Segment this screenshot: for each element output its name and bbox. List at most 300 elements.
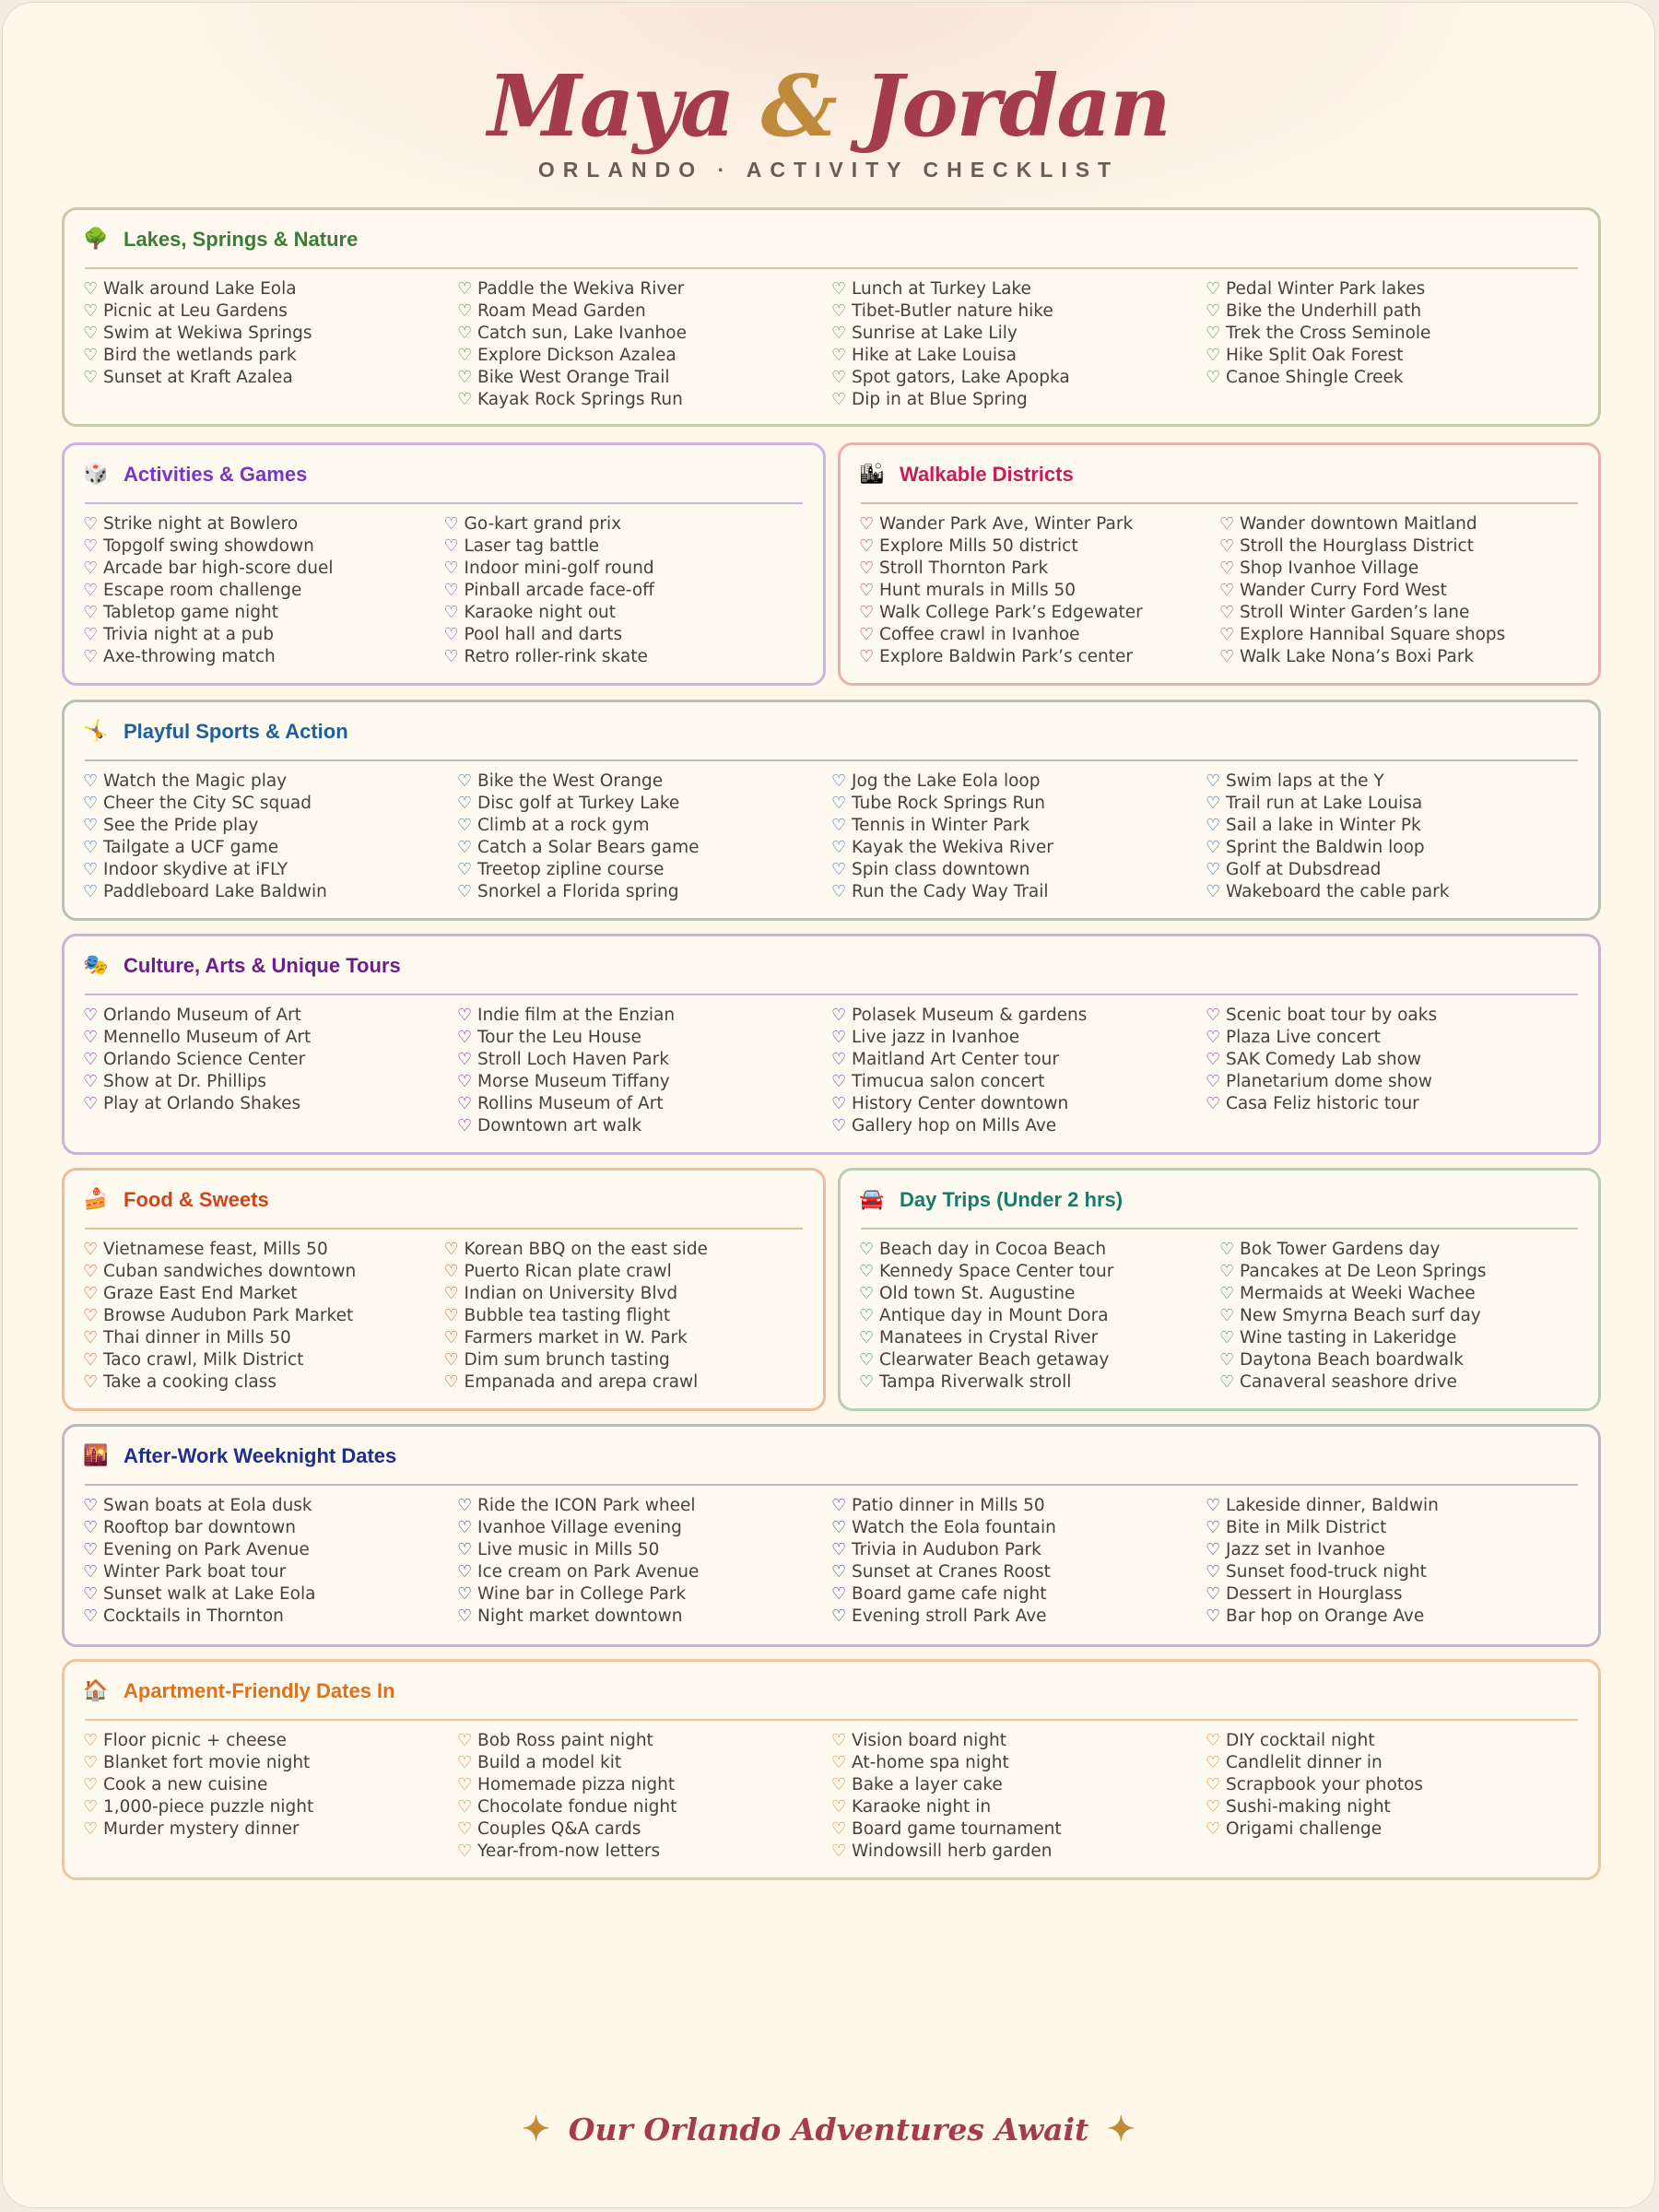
checklist-item[interactable] — [1219, 535, 1580, 558]
checklist-item[interactable] — [83, 1093, 457, 1115]
heart-checkbox-icon[interactable]: ♡ — [1206, 1606, 1221, 1626]
checklist-item[interactable] — [457, 389, 831, 411]
checklist-item[interactable] — [457, 1005, 831, 1027]
checklist-item[interactable] — [831, 881, 1206, 903]
checklist-item[interactable] — [83, 1774, 457, 1796]
heart-checkbox-icon[interactable]: ♡ — [83, 1775, 99, 1794]
heart-checkbox-icon[interactable]: ♡ — [1219, 1240, 1235, 1259]
checklist-item[interactable] — [457, 1841, 831, 1863]
heart-checkbox-icon[interactable]: ♡ — [1206, 324, 1221, 343]
checklist-item[interactable] — [444, 646, 806, 668]
checklist-item[interactable] — [444, 1371, 806, 1394]
checklist-item[interactable] — [831, 859, 1206, 881]
checklist-item[interactable] — [83, 1561, 457, 1583]
heart-checkbox-icon[interactable]: ♡ — [1219, 625, 1235, 644]
checklist-item[interactable] — [83, 1239, 444, 1261]
checklist-item[interactable] — [457, 300, 831, 323]
checklist-item[interactable] — [83, 1818, 457, 1841]
heart-checkbox-icon[interactable]: ♡ — [831, 390, 847, 409]
checklist-item[interactable] — [859, 1371, 1219, 1394]
heart-checkbox-icon[interactable]: ♡ — [831, 279, 847, 299]
heart-checkbox-icon[interactable]: ♡ — [1219, 647, 1235, 666]
heart-checkbox-icon[interactable]: ♡ — [457, 1006, 473, 1025]
heart-checkbox-icon[interactable]: ♡ — [457, 1562, 473, 1582]
checklist-item[interactable] — [831, 1495, 1206, 1517]
heart-checkbox-icon[interactable]: ♡ — [859, 1306, 875, 1325]
checklist-item[interactable] — [831, 1752, 1206, 1774]
heart-checkbox-icon[interactable]: ♡ — [443, 1262, 459, 1281]
checklist-item[interactable] — [83, 300, 457, 323]
heart-checkbox-icon[interactable]: ♡ — [83, 1372, 99, 1392]
heart-checkbox-icon[interactable]: ♡ — [1206, 1518, 1221, 1537]
checklist-item[interactable] — [83, 1606, 457, 1628]
heart-checkbox-icon[interactable]: ♡ — [1206, 346, 1221, 365]
checklist-item[interactable] — [1219, 646, 1580, 668]
checklist-item[interactable] — [831, 367, 1206, 389]
heart-checkbox-icon[interactable]: ♡ — [457, 1116, 473, 1135]
checklist-item[interactable] — [1206, 1818, 1580, 1841]
checklist-item[interactable] — [83, 1349, 444, 1371]
checklist-item[interactable] — [831, 1539, 1206, 1561]
heart-checkbox-icon[interactable]: ♡ — [457, 390, 473, 409]
checklist-item[interactable] — [1219, 602, 1580, 624]
heart-checkbox-icon[interactable]: ♡ — [443, 581, 459, 600]
heart-checkbox-icon[interactable]: ♡ — [1206, 1050, 1221, 1069]
heart-checkbox-icon[interactable]: ♡ — [859, 581, 875, 600]
heart-checkbox-icon[interactable]: ♡ — [1206, 368, 1221, 387]
heart-checkbox-icon[interactable]: ♡ — [1206, 279, 1221, 299]
heart-checkbox-icon[interactable]: ♡ — [1206, 1562, 1221, 1582]
heart-checkbox-icon[interactable]: ♡ — [83, 882, 99, 901]
checklist-item[interactable] — [831, 278, 1206, 300]
heart-checkbox-icon[interactable]: ♡ — [859, 1240, 875, 1259]
heart-checkbox-icon[interactable]: ♡ — [83, 647, 99, 666]
checklist-item[interactable] — [444, 513, 806, 535]
heart-checkbox-icon[interactable]: ♡ — [831, 1006, 847, 1025]
heart-checkbox-icon[interactable]: ♡ — [831, 1028, 847, 1047]
checklist-item[interactable] — [831, 389, 1206, 411]
checklist-item[interactable] — [831, 815, 1206, 837]
checklist-item[interactable] — [83, 278, 457, 300]
heart-checkbox-icon[interactable]: ♡ — [457, 324, 473, 343]
checklist-item[interactable] — [457, 1495, 831, 1517]
heart-checkbox-icon[interactable]: ♡ — [1219, 603, 1235, 622]
checklist-item[interactable] — [1219, 1261, 1580, 1283]
heart-checkbox-icon[interactable]: ♡ — [83, 301, 99, 321]
checklist-item[interactable] — [831, 1517, 1206, 1539]
heart-checkbox-icon[interactable]: ♡ — [83, 1518, 99, 1537]
heart-checkbox-icon[interactable]: ♡ — [457, 301, 473, 321]
heart-checkbox-icon[interactable]: ♡ — [859, 1328, 875, 1347]
checklist-item[interactable] — [457, 1093, 831, 1115]
checklist-item[interactable] — [83, 1752, 457, 1774]
heart-checkbox-icon[interactable]: ♡ — [831, 1753, 847, 1772]
checklist-item[interactable] — [831, 1027, 1206, 1049]
heart-checkbox-icon[interactable]: ♡ — [831, 1584, 847, 1604]
checklist-item[interactable] — [859, 535, 1219, 558]
checklist-item[interactable] — [1206, 1495, 1580, 1517]
heart-checkbox-icon[interactable]: ♡ — [83, 1819, 99, 1839]
checklist-item[interactable] — [1206, 1583, 1580, 1606]
heart-checkbox-icon[interactable]: ♡ — [443, 1284, 459, 1303]
checklist-item[interactable] — [444, 1239, 806, 1261]
checklist-item[interactable] — [444, 1283, 806, 1305]
heart-checkbox-icon[interactable]: ♡ — [443, 1372, 459, 1392]
checklist-item[interactable] — [457, 1027, 831, 1049]
heart-checkbox-icon[interactable]: ♡ — [1219, 1372, 1235, 1392]
heart-checkbox-icon[interactable]: ♡ — [1206, 1819, 1221, 1839]
heart-checkbox-icon[interactable]: ♡ — [457, 838, 473, 857]
checklist-item[interactable] — [83, 1327, 444, 1349]
checklist-item[interactable] — [1219, 1349, 1580, 1371]
heart-checkbox-icon[interactable]: ♡ — [83, 1797, 99, 1817]
heart-checkbox-icon[interactable]: ♡ — [83, 1072, 99, 1091]
heart-checkbox-icon[interactable]: ♡ — [457, 1540, 473, 1559]
heart-checkbox-icon[interactable]: ♡ — [457, 1731, 473, 1750]
checklist-item[interactable] — [457, 1796, 831, 1818]
heart-checkbox-icon[interactable]: ♡ — [83, 860, 99, 879]
checklist-item[interactable] — [444, 624, 806, 646]
heart-checkbox-icon[interactable]: ♡ — [83, 816, 99, 835]
heart-checkbox-icon[interactable]: ♡ — [457, 816, 473, 835]
checklist-item[interactable] — [83, 367, 457, 389]
checklist-item[interactable] — [83, 1730, 457, 1752]
heart-checkbox-icon[interactable]: ♡ — [1219, 1328, 1235, 1347]
checklist-item[interactable] — [457, 771, 831, 793]
checklist-item[interactable] — [1219, 1305, 1580, 1327]
heart-checkbox-icon[interactable]: ♡ — [1206, 1094, 1221, 1113]
heart-checkbox-icon[interactable]: ♡ — [443, 514, 459, 534]
heart-checkbox-icon[interactable]: ♡ — [1206, 1028, 1221, 1047]
heart-checkbox-icon[interactable]: ♡ — [831, 301, 847, 321]
heart-checkbox-icon[interactable]: ♡ — [83, 1350, 99, 1370]
heart-checkbox-icon[interactable]: ♡ — [443, 1328, 459, 1347]
checklist-item[interactable] — [457, 367, 831, 389]
checklist-item[interactable] — [1206, 1539, 1580, 1561]
checklist-item[interactable] — [831, 323, 1206, 345]
heart-checkbox-icon[interactable]: ♡ — [831, 368, 847, 387]
checklist-item[interactable] — [83, 580, 444, 602]
checklist-item[interactable] — [831, 345, 1206, 367]
checklist-item[interactable] — [83, 1517, 457, 1539]
checklist-item[interactable] — [444, 1305, 806, 1327]
heart-checkbox-icon[interactable]: ♡ — [1219, 536, 1235, 556]
checklist-item[interactable] — [457, 345, 831, 367]
heart-checkbox-icon[interactable]: ♡ — [83, 625, 99, 644]
heart-checkbox-icon[interactable]: ♡ — [457, 279, 473, 299]
checklist-item[interactable] — [83, 1495, 457, 1517]
checklist-item[interactable] — [1219, 580, 1580, 602]
heart-checkbox-icon[interactable]: ♡ — [457, 1050, 473, 1069]
heart-checkbox-icon[interactable]: ♡ — [457, 1072, 473, 1091]
checklist-item[interactable] — [859, 580, 1219, 602]
checklist-item[interactable] — [444, 558, 806, 580]
checklist-item[interactable] — [1206, 1606, 1580, 1628]
heart-checkbox-icon[interactable]: ♡ — [859, 559, 875, 578]
heart-checkbox-icon[interactable]: ♡ — [83, 1262, 99, 1281]
checklist-item[interactable] — [831, 1561, 1206, 1583]
checklist-item[interactable] — [83, 1583, 457, 1606]
heart-checkbox-icon[interactable]: ♡ — [83, 1284, 99, 1303]
checklist-item[interactable] — [444, 580, 806, 602]
heart-checkbox-icon[interactable]: ♡ — [831, 1050, 847, 1069]
heart-checkbox-icon[interactable]: ♡ — [457, 1819, 473, 1839]
checklist-item[interactable] — [1206, 345, 1580, 367]
checklist-item[interactable] — [444, 1261, 806, 1283]
heart-checkbox-icon[interactable]: ♡ — [83, 1006, 99, 1025]
checklist-item[interactable] — [1206, 323, 1580, 345]
checklist-item[interactable] — [859, 646, 1219, 668]
heart-checkbox-icon[interactable]: ♡ — [1206, 301, 1221, 321]
heart-checkbox-icon[interactable]: ♡ — [859, 1284, 875, 1303]
heart-checkbox-icon[interactable]: ♡ — [457, 860, 473, 879]
heart-checkbox-icon[interactable]: ♡ — [443, 559, 459, 578]
checklist-item[interactable] — [1206, 881, 1580, 903]
heart-checkbox-icon[interactable]: ♡ — [443, 1350, 459, 1370]
checklist-item[interactable] — [831, 1774, 1206, 1796]
heart-checkbox-icon[interactable]: ♡ — [83, 1496, 99, 1515]
heart-checkbox-icon[interactable]: ♡ — [831, 1819, 847, 1839]
heart-checkbox-icon[interactable]: ♡ — [457, 1496, 473, 1515]
heart-checkbox-icon[interactable]: ♡ — [1219, 581, 1235, 600]
heart-checkbox-icon[interactable]: ♡ — [83, 1094, 99, 1113]
checklist-item[interactable] — [457, 1517, 831, 1539]
checklist-item[interactable] — [83, 1371, 444, 1394]
heart-checkbox-icon[interactable]: ♡ — [83, 1606, 99, 1626]
heart-checkbox-icon[interactable]: ♡ — [83, 838, 99, 857]
checklist-item[interactable] — [1206, 1561, 1580, 1583]
checklist-item[interactable] — [83, 323, 457, 345]
checklist-item[interactable] — [831, 1115, 1206, 1137]
heart-checkbox-icon[interactable]: ♡ — [1206, 1540, 1221, 1559]
heart-checkbox-icon[interactable]: ♡ — [831, 860, 847, 879]
checklist-item[interactable] — [457, 859, 831, 881]
checklist-item[interactable] — [83, 646, 444, 668]
checklist-item[interactable] — [859, 1349, 1219, 1371]
heart-checkbox-icon[interactable]: ♡ — [831, 1606, 847, 1626]
checklist-item[interactable] — [83, 1796, 457, 1818]
heart-checkbox-icon[interactable]: ♡ — [83, 1562, 99, 1582]
heart-checkbox-icon[interactable]: ♡ — [831, 1072, 847, 1091]
heart-checkbox-icon[interactable]: ♡ — [859, 1350, 875, 1370]
checklist-item[interactable] — [831, 1841, 1206, 1863]
checklist-item[interactable] — [831, 300, 1206, 323]
checklist-item[interactable] — [83, 513, 444, 535]
heart-checkbox-icon[interactable]: ♡ — [457, 794, 473, 813]
checklist-item[interactable] — [1206, 1093, 1580, 1115]
heart-checkbox-icon[interactable]: ♡ — [83, 1050, 99, 1069]
heart-checkbox-icon[interactable]: ♡ — [1219, 1284, 1235, 1303]
checklist-item[interactable] — [83, 602, 444, 624]
checklist-item[interactable] — [1219, 1283, 1580, 1305]
heart-checkbox-icon[interactable]: ♡ — [457, 1775, 473, 1794]
checklist-item[interactable] — [83, 859, 457, 881]
checklist-item[interactable] — [1206, 367, 1580, 389]
heart-checkbox-icon[interactable]: ♡ — [831, 1116, 847, 1135]
checklist-item[interactable] — [457, 1583, 831, 1606]
checklist-item[interactable] — [1219, 558, 1580, 580]
checklist-item[interactable] — [1206, 1049, 1580, 1071]
heart-checkbox-icon[interactable]: ♡ — [83, 1753, 99, 1772]
heart-checkbox-icon[interactable]: ♡ — [1206, 1797, 1221, 1817]
checklist-item[interactable] — [457, 1115, 831, 1137]
checklist-item[interactable] — [457, 793, 831, 815]
heart-checkbox-icon[interactable]: ♡ — [457, 882, 473, 901]
heart-checkbox-icon[interactable]: ♡ — [457, 1584, 473, 1604]
heart-checkbox-icon[interactable]: ♡ — [443, 1306, 459, 1325]
checklist-item[interactable] — [859, 1239, 1219, 1261]
heart-checkbox-icon[interactable]: ♡ — [83, 1328, 99, 1347]
heart-checkbox-icon[interactable]: ♡ — [83, 1028, 99, 1047]
checklist-item[interactable] — [831, 1606, 1206, 1628]
checklist-item[interactable] — [1206, 1774, 1580, 1796]
heart-checkbox-icon[interactable]: ♡ — [1206, 1072, 1221, 1091]
heart-checkbox-icon[interactable]: ♡ — [457, 1606, 473, 1626]
checklist-item[interactable] — [831, 793, 1206, 815]
heart-checkbox-icon[interactable]: ♡ — [457, 1028, 473, 1047]
heart-checkbox-icon[interactable]: ♡ — [831, 1496, 847, 1515]
checklist-item[interactable] — [457, 837, 831, 859]
checklist-item[interactable] — [83, 535, 444, 558]
heart-checkbox-icon[interactable]: ♡ — [457, 368, 473, 387]
heart-checkbox-icon[interactable]: ♡ — [83, 771, 99, 791]
heart-checkbox-icon[interactable]: ♡ — [83, 1540, 99, 1559]
checklist-item[interactable] — [831, 1049, 1206, 1071]
checklist-item[interactable] — [83, 815, 457, 837]
checklist-item[interactable] — [859, 1327, 1219, 1349]
heart-checkbox-icon[interactable]: ♡ — [831, 771, 847, 791]
checklist-item[interactable] — [831, 771, 1206, 793]
checklist-item[interactable] — [83, 345, 457, 367]
checklist-item[interactable] — [1206, 278, 1580, 300]
checklist-item[interactable] — [457, 1606, 831, 1628]
heart-checkbox-icon[interactable]: ♡ — [831, 1731, 847, 1750]
checklist-item[interactable] — [831, 1796, 1206, 1818]
heart-checkbox-icon[interactable]: ♡ — [1219, 559, 1235, 578]
heart-checkbox-icon[interactable]: ♡ — [1206, 816, 1221, 835]
heart-checkbox-icon[interactable]: ♡ — [831, 1797, 847, 1817]
checklist-item[interactable] — [1206, 837, 1580, 859]
heart-checkbox-icon[interactable]: ♡ — [1206, 1006, 1221, 1025]
heart-checkbox-icon[interactable]: ♡ — [83, 346, 99, 365]
heart-checkbox-icon[interactable]: ♡ — [831, 882, 847, 901]
checklist-item[interactable] — [1206, 300, 1580, 323]
heart-checkbox-icon[interactable]: ♡ — [457, 1518, 473, 1537]
heart-checkbox-icon[interactable]: ♡ — [83, 1240, 99, 1259]
checklist-item[interactable] — [444, 1327, 806, 1349]
checklist-item[interactable] — [83, 881, 457, 903]
checklist-item[interactable] — [831, 1583, 1206, 1606]
checklist-item[interactable] — [831, 837, 1206, 859]
checklist-item[interactable] — [1206, 771, 1580, 793]
checklist-item[interactable] — [83, 771, 457, 793]
checklist-item[interactable] — [457, 815, 831, 837]
checklist-item[interactable] — [1206, 859, 1580, 881]
checklist-item[interactable] — [83, 1005, 457, 1027]
heart-checkbox-icon[interactable]: ♡ — [457, 1094, 473, 1113]
heart-checkbox-icon[interactable]: ♡ — [1206, 1775, 1221, 1794]
heart-checkbox-icon[interactable]: ♡ — [859, 603, 875, 622]
heart-checkbox-icon[interactable]: ♡ — [1206, 882, 1221, 901]
heart-checkbox-icon[interactable]: ♡ — [1219, 1262, 1235, 1281]
heart-checkbox-icon[interactable]: ♡ — [83, 794, 99, 813]
heart-checkbox-icon[interactable]: ♡ — [831, 816, 847, 835]
checklist-item[interactable] — [457, 1049, 831, 1071]
checklist-item[interactable] — [83, 1283, 444, 1305]
checklist-item[interactable] — [457, 881, 831, 903]
checklist-item[interactable] — [1206, 1730, 1580, 1752]
checklist-item[interactable] — [1206, 1796, 1580, 1818]
heart-checkbox-icon[interactable]: ♡ — [1219, 1350, 1235, 1370]
heart-checkbox-icon[interactable]: ♡ — [443, 603, 459, 622]
checklist-item[interactable] — [1206, 1027, 1580, 1049]
checklist-item[interactable] — [831, 1071, 1206, 1093]
heart-checkbox-icon[interactable]: ♡ — [831, 794, 847, 813]
checklist-item[interactable] — [859, 602, 1219, 624]
heart-checkbox-icon[interactable]: ♡ — [1206, 794, 1221, 813]
heart-checkbox-icon[interactable]: ♡ — [1206, 860, 1221, 879]
heart-checkbox-icon[interactable]: ♡ — [457, 771, 473, 791]
heart-checkbox-icon[interactable]: ♡ — [859, 536, 875, 556]
checklist-item[interactable] — [83, 1027, 457, 1049]
heart-checkbox-icon[interactable]: ♡ — [83, 279, 99, 299]
checklist-item[interactable] — [444, 1349, 806, 1371]
heart-checkbox-icon[interactable]: ♡ — [457, 346, 473, 365]
checklist-item[interactable] — [457, 1539, 831, 1561]
heart-checkbox-icon[interactable]: ♡ — [859, 1262, 875, 1281]
checklist-item[interactable] — [859, 558, 1219, 580]
checklist-item[interactable] — [859, 513, 1219, 535]
checklist-item[interactable] — [83, 624, 444, 646]
heart-checkbox-icon[interactable]: ♡ — [83, 1306, 99, 1325]
heart-checkbox-icon[interactable]: ♡ — [859, 647, 875, 666]
checklist-item[interactable] — [444, 602, 806, 624]
checklist-item[interactable] — [457, 1730, 831, 1752]
checklist-item[interactable] — [83, 558, 444, 580]
checklist-item[interactable] — [457, 1752, 831, 1774]
heart-checkbox-icon[interactable]: ♡ — [831, 1775, 847, 1794]
checklist-item[interactable] — [1219, 1371, 1580, 1394]
heart-checkbox-icon[interactable]: ♡ — [83, 368, 99, 387]
checklist-item[interactable] — [1219, 513, 1580, 535]
checklist-item[interactable] — [859, 1305, 1219, 1327]
checklist-item[interactable] — [859, 1261, 1219, 1283]
heart-checkbox-icon[interactable]: ♡ — [83, 324, 99, 343]
heart-checkbox-icon[interactable]: ♡ — [457, 1797, 473, 1817]
heart-checkbox-icon[interactable]: ♡ — [831, 1841, 847, 1861]
heart-checkbox-icon[interactable]: ♡ — [457, 1841, 473, 1861]
checklist-item[interactable] — [831, 1730, 1206, 1752]
heart-checkbox-icon[interactable]: ♡ — [831, 1094, 847, 1113]
heart-checkbox-icon[interactable]: ♡ — [1219, 1306, 1235, 1325]
checklist-item[interactable] — [1206, 815, 1580, 837]
checklist-item[interactable] — [1219, 624, 1580, 646]
checklist-item[interactable] — [1206, 1517, 1580, 1539]
heart-checkbox-icon[interactable]: ♡ — [83, 1731, 99, 1750]
checklist-item[interactable] — [859, 1283, 1219, 1305]
heart-checkbox-icon[interactable]: ♡ — [1219, 514, 1235, 534]
heart-checkbox-icon[interactable]: ♡ — [83, 581, 99, 600]
checklist-item[interactable] — [457, 1561, 831, 1583]
heart-checkbox-icon[interactable]: ♡ — [83, 603, 99, 622]
heart-checkbox-icon[interactable]: ♡ — [831, 324, 847, 343]
heart-checkbox-icon[interactable]: ♡ — [831, 346, 847, 365]
heart-checkbox-icon[interactable]: ♡ — [859, 625, 875, 644]
checklist-item[interactable] — [457, 1774, 831, 1796]
checklist-item[interactable] — [457, 323, 831, 345]
checklist-item[interactable] — [83, 793, 457, 815]
heart-checkbox-icon[interactable]: ♡ — [83, 1584, 99, 1604]
